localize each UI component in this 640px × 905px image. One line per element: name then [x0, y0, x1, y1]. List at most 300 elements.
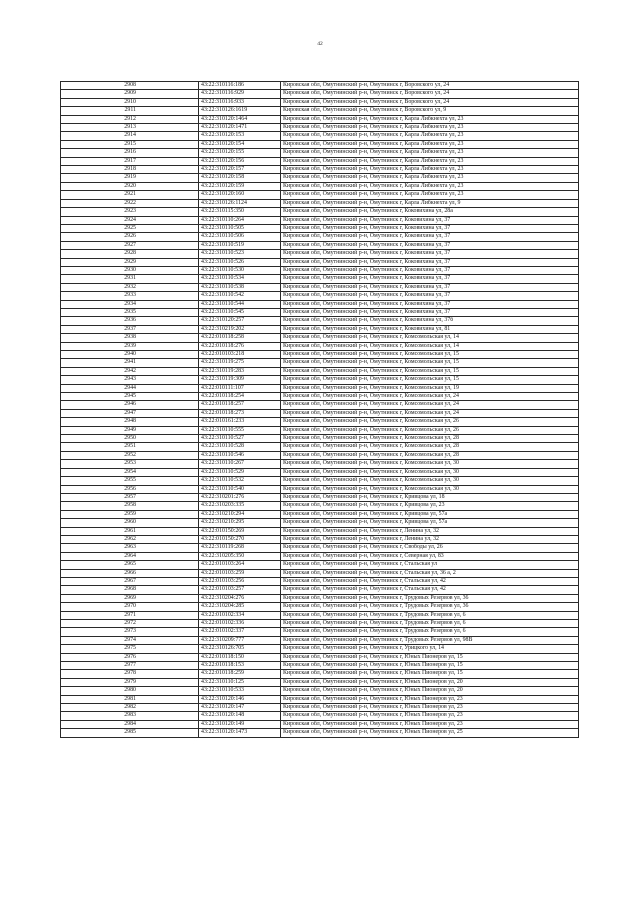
row-number-cell: 2964 [61, 552, 199, 560]
cadastral-number-cell: 43:22:010102:337 [199, 628, 281, 636]
row-number-cell: 2914 [61, 132, 199, 140]
address-cell: Кировская обл, Омутнинский р-н, Омутнинск г, Коковихина ул, 37 [281, 233, 579, 241]
row-number-cell: 2970 [61, 603, 199, 611]
address-cell: Кировская обл, Омутнинский р-н, Омутнинск г, Юных Пионеров ул, 15 [281, 653, 579, 661]
cadastral-number-cell: 43:22:310110:519 [199, 241, 281, 249]
address-cell: Кировская обл, Омутнинский р-н, Омутнинск г, Карла Либкнехта ул, 23 [281, 174, 579, 182]
row-number-cell: 2923 [61, 208, 199, 216]
address-cell: Кировская обл, Омутнинский р-н, Омутнинск г, Кривцова ул, 18 [281, 493, 579, 501]
address-cell: Кировская обл, Омутнинский р-н, Омутнинск г, Юных Пионеров ул, 20 [281, 678, 579, 686]
row-number-cell: 2945 [61, 393, 199, 401]
cadastral-number-cell: 43:22:310120:1471 [199, 124, 281, 132]
row-number-cell: 2939 [61, 342, 199, 350]
address-cell: Кировская обл, Омутнинский р-н, Омутнинск г, Комсомольская ул, 15 [281, 359, 579, 367]
row-number-cell: 2974 [61, 636, 199, 644]
cadastral-number-cell: 43:22:010103:264 [199, 561, 281, 569]
cadastral-number-cell: 43:22:010118:257 [199, 401, 281, 409]
row-number-cell: 2957 [61, 493, 199, 501]
cadastral-number-cell: 43:22:310110:534 [199, 275, 281, 283]
address-cell: Кировская обл, Омутнинский р-н, Омутнинск г, Воровского ул, 24 [281, 90, 579, 98]
cadastral-number-cell: 43:22:010118:259 [199, 670, 281, 678]
row-number-cell: 2967 [61, 577, 199, 585]
row-number-cell: 2960 [61, 519, 199, 527]
property-register-table [60, 81, 579, 738]
table-row [61, 704, 579, 712]
address-cell: Кировская обл, Омутнинский р-н, Омутнинск г, Карла Либкнехта ул, 9 [281, 199, 579, 207]
row-number-cell: 2980 [61, 687, 199, 695]
row-number-cell: 2925 [61, 224, 199, 232]
row-number-cell: 2966 [61, 569, 199, 577]
row-number-cell: 2981 [61, 695, 199, 703]
row-number-cell: 2965 [61, 561, 199, 569]
address-cell: Кировская обл, Омутнинский р-н, Омутнинск г, Коковихина ул, 37 [281, 300, 579, 308]
row-number-cell: 2930 [61, 266, 199, 274]
address-cell: Кировская обл, Омутнинский р-н, Омутнинск г, Коковихина ул, 37 [281, 250, 579, 258]
cadastral-number-cell: 43:22:310110:532 [199, 477, 281, 485]
address-cell: Кировская обл, Омутнинский р-н, Омутнинск г, Трудовых Резервов ул, 6 [281, 620, 579, 628]
table-row [61, 258, 579, 266]
address-cell: Кировская обл, Омутнинский р-н, Омутнинск г, Трудовых Резервов ул, 6 [281, 611, 579, 619]
row-number-cell: 2937 [61, 325, 199, 333]
cadastral-number-cell: 43:22:310119:268 [199, 544, 281, 552]
address-cell: Кировская обл, Омутнинский р-н, Омутнинск г, Стальская ул, 36 а, 2 [281, 569, 579, 577]
row-number-cell: 2950 [61, 435, 199, 443]
address-cell: Кировская обл, Омутнинский р-н, Омутнинск г, Карла Либкнехта ул, 23 [281, 157, 579, 165]
cadastral-number-cell: 43:22:310126:1619 [199, 107, 281, 115]
row-number-cell: 2984 [61, 720, 199, 728]
cadastral-number-cell: 43:22:310120:148 [199, 712, 281, 720]
row-number-cell: 2969 [61, 594, 199, 602]
row-number-cell: 2975 [61, 645, 199, 653]
address-cell: Кировская обл, Омутнинский р-н, Омутнинск г, Комсомольская ул, 28 [281, 435, 579, 443]
cadastral-number-cell: 43:22:310205:350 [199, 552, 281, 560]
page-number: 42 [317, 41, 323, 47]
row-number-cell: 2963 [61, 544, 199, 552]
address-cell: Кировская обл, Омутнинский р-н, Омутнинск г, Коковихина ул, 37б [281, 317, 579, 325]
cadastral-number-cell: 43:22:010118:254 [199, 393, 281, 401]
address-cell: Кировская обл, Омутнинский р-н, Омутнинск г, Комсомольская ул, 24 [281, 409, 579, 417]
cadastral-number-cell: 43:22:310110:264 [199, 216, 281, 224]
cadastral-number-cell: 43:22:310110:125 [199, 678, 281, 686]
table-row [61, 662, 579, 670]
cadastral-number-cell: 43:22:310110:526 [199, 258, 281, 266]
address-cell: Кировская обл, Омутнинский р-н, Омутнинск г, Урицкого ул, 14 [281, 645, 579, 653]
row-number-cell: 2946 [61, 401, 199, 409]
table-row [61, 720, 579, 728]
table-row [61, 115, 579, 123]
table-row [61, 687, 579, 695]
row-number-cell: 2921 [61, 191, 199, 199]
cadastral-number-cell: 43:22:310110:544 [199, 300, 281, 308]
address-cell: Кировская обл, Омутнинский р-н, Омутнинск г, Трудовых Резервов ул, 6 [281, 628, 579, 636]
table-row [61, 208, 579, 216]
address-cell: Кировская обл, Омутнинский р-н, Омутнинск г, Карла Либкнехта ул, 23 [281, 140, 579, 148]
cadastral-number-cell: 43:22:310119:283 [199, 367, 281, 375]
table-row [61, 594, 579, 602]
address-cell: Кировская обл, Омутнинский р-н, Омутнинск г, Коковихина ул, 37 [281, 241, 579, 249]
table-body [61, 82, 579, 738]
table-row [61, 149, 579, 157]
cadastral-number-cell: 43:22:010102:336 [199, 620, 281, 628]
cadastral-number-cell: 43:22:310204:285 [199, 603, 281, 611]
table-row [61, 611, 579, 619]
row-number-cell: 2941 [61, 359, 199, 367]
row-number-cell: 2978 [61, 670, 199, 678]
row-number-cell: 2918 [61, 166, 199, 174]
table-row [61, 216, 579, 224]
cadastral-number-cell: 43:22:310110:505 [199, 224, 281, 232]
cadastral-number-cell: 43:22:310110:555 [199, 426, 281, 434]
table-row [61, 468, 579, 476]
table-row [61, 325, 579, 333]
table-row [61, 250, 579, 258]
row-number-cell: 2928 [61, 250, 199, 258]
row-number-cell: 2932 [61, 283, 199, 291]
address-cell: Кировская обл, Омутнинский р-н, Омутнинск г, Комсомольская ул, 15 [281, 367, 579, 375]
cadastral-number-cell: 43:22:310120:1473 [199, 729, 281, 737]
address-cell: Кировская обл, Омутнинский р-н, Омутнинск г, Карла Либкнехта ул, 23 [281, 149, 579, 157]
table-row [61, 510, 579, 518]
row-number-cell: 2915 [61, 140, 199, 148]
cadastral-number-cell: 43:22:310210:294 [199, 510, 281, 518]
row-number-cell: 2938 [61, 334, 199, 342]
address-cell: Кировская обл, Омутнинский р-н, Омутнинск г, Комсомольская ул, 26 [281, 426, 579, 434]
address-cell: Кировская обл, Омутнинский р-н, Омутнинск г, Коковихина ул, 37 [281, 224, 579, 232]
table-row [61, 266, 579, 274]
row-number-cell: 2956 [61, 485, 199, 493]
row-number-cell: 2949 [61, 426, 199, 434]
table-row [61, 502, 579, 510]
cadastral-number-cell: 43:22:310119:275 [199, 359, 281, 367]
cadastral-number-cell: 43:22:310115:350 [199, 208, 281, 216]
table-row [61, 359, 579, 367]
table-row [61, 653, 579, 661]
cadastral-number-cell: 43:22:310110:542 [199, 292, 281, 300]
address-cell: Кировская обл, Омутнинский р-н, Омутнинск г, Воровского ул, 24 [281, 82, 579, 90]
cadastral-number-cell: 43:22:310120:155 [199, 149, 281, 157]
cadastral-number-cell: 43:22:310120:158 [199, 174, 281, 182]
row-number-cell: 2977 [61, 662, 199, 670]
row-number-cell: 2910 [61, 98, 199, 106]
address-cell: Кировская обл, Омутнинский р-н, Омутнинск г, Юных Пионеров ул, 15 [281, 662, 579, 670]
row-number-cell: 2912 [61, 115, 199, 123]
cadastral-number-cell: 43:22:310110:528 [199, 443, 281, 451]
cadastral-number-cell: 43:22:310120:159 [199, 182, 281, 190]
table-row [61, 519, 579, 527]
table-row [61, 124, 579, 132]
table-row [61, 577, 579, 585]
cadastral-number-cell: 43:22:010103:218 [199, 351, 281, 359]
row-number-cell: 2920 [61, 182, 199, 190]
table-row [61, 418, 579, 426]
table-row [61, 283, 579, 291]
row-number-cell: 2971 [61, 611, 199, 619]
row-number-cell: 2908 [61, 82, 199, 90]
row-number-cell: 2936 [61, 317, 199, 325]
address-cell: Кировская обл, Омутнинский р-н, Омутнинск г, Воровского ул, 24 [281, 98, 579, 106]
row-number-cell: 2924 [61, 216, 199, 224]
table-row [61, 695, 579, 703]
cadastral-number-cell: 43:22:010103:257 [199, 586, 281, 594]
row-number-cell: 2972 [61, 620, 199, 628]
address-cell: Кировская обл, Омутнинский р-н, Омутнинск г, Комсомольская ул, 15 [281, 351, 579, 359]
address-cell: Кировская обл, Омутнинский р-н, Омутнинск г, Кривцова ул, 57а [281, 510, 579, 518]
address-cell: Кировская обл, Омутнинский р-н, Омутнинск г, Свободы ул, 26 [281, 544, 579, 552]
table-row [61, 485, 579, 493]
cadastral-number-cell: 43:22:310119:309 [199, 376, 281, 384]
address-cell: Кировская обл, Омутнинский р-н, Омутнинск г, Коковихина ул, 37 [281, 258, 579, 266]
table-row [61, 561, 579, 569]
address-cell: Кировская обл, Омутнинский р-н, Омутнинск г, Коковихина ул, 28а [281, 208, 579, 216]
cadastral-number-cell: 43:22:310120:160 [199, 191, 281, 199]
address-cell: Кировская обл, Омутнинский р-н, Омутнинск г, Юных Пионеров ул, 20 [281, 687, 579, 695]
table-row [61, 460, 579, 468]
row-number-cell: 2955 [61, 477, 199, 485]
table-row [61, 603, 579, 611]
row-number-cell: 2954 [61, 468, 199, 476]
table-row [61, 645, 579, 653]
table-row [61, 409, 579, 417]
table-row [61, 477, 579, 485]
table-row [61, 317, 579, 325]
address-cell: Кировская обл, Омутнинский р-н, Омутнинск г, Юных Пионеров ул, 23 [281, 704, 579, 712]
table-row [61, 544, 579, 552]
cadastral-number-cell: 43:22:310110:529 [199, 468, 281, 476]
address-cell: Кировская обл, Омутнинский р-н, Омутнинск г, Воровского ул, 9 [281, 107, 579, 115]
table-row [61, 443, 579, 451]
cadastral-number-cell: 43:22:310116:186 [199, 82, 281, 90]
cadastral-number-cell: 43:22:010111:107 [199, 384, 281, 392]
row-number-cell: 2944 [61, 384, 199, 392]
cadastral-number-cell: 43:22:310210:295 [199, 519, 281, 527]
cadastral-number-cell: 43:22:010118:273 [199, 409, 281, 417]
table-row [61, 451, 579, 459]
table-row [61, 140, 579, 148]
row-number-cell: 2976 [61, 653, 199, 661]
cadastral-number-cell: 43:22:310110:527 [199, 435, 281, 443]
cadastral-number-cell: 43:22:310110:523 [199, 250, 281, 258]
table-row [61, 292, 579, 300]
address-cell: Кировская обл, Омутнинский р-н, Омутнинск г, Комсомольская ул, 14 [281, 334, 579, 342]
cadastral-number-cell: 43:22:010103:256 [199, 577, 281, 585]
row-number-cell: 2916 [61, 149, 199, 157]
row-number-cell: 2933 [61, 292, 199, 300]
row-number-cell: 2953 [61, 460, 199, 468]
address-cell: Кировская обл, Омутнинский р-н, Омутнинск г, Трудовых Резервов ул, 36 [281, 594, 579, 602]
row-number-cell: 2959 [61, 510, 199, 518]
cadastral-number-cell: 43:22:310120:257 [199, 317, 281, 325]
address-cell: Кировская обл, Омутнинский р-н, Омутнинск г, Комсомольская ул, 30 [281, 477, 579, 485]
address-cell: Кировская обл, Омутнинский р-н, Омутнинск г, Карла Либкнехта ул, 23 [281, 115, 579, 123]
address-cell: Кировская обл, Омутнинский р-н, Омутнинск г, Комсомольская ул, 19 [281, 384, 579, 392]
address-cell: Кировская обл, Омутнинский р-н, Омутнинск г, Коковихина ул, 37 [281, 292, 579, 300]
table-row [61, 393, 579, 401]
row-number-cell: 2947 [61, 409, 199, 417]
table-row [61, 527, 579, 535]
row-number-cell: 2962 [61, 535, 199, 543]
table-row [61, 620, 579, 628]
cadastral-number-cell: 43:22:310203:335 [199, 502, 281, 510]
table-row [61, 82, 579, 90]
cadastral-number-cell: 43:22:310120:1464 [199, 115, 281, 123]
cadastral-number-cell: 43:22:010118:153 [199, 662, 281, 670]
address-cell: Кировская обл, Омутнинский р-н, Омутнинск г, Карла Либкнехта ул, 23 [281, 191, 579, 199]
cadastral-number-cell: 43:22:310219:202 [199, 325, 281, 333]
address-cell: Кировская обл, Омутнинский р-н, Омутнинск г, Стальская ул [281, 561, 579, 569]
cadastral-number-cell: 43:22:010161:233 [199, 418, 281, 426]
cadastral-number-cell: 43:22:310126:705 [199, 645, 281, 653]
table-row [61, 90, 579, 98]
table-row [61, 275, 579, 283]
row-number-cell: 2979 [61, 678, 199, 686]
address-cell: Кировская обл, Омутнинский р-н, Омутнинск г, Карла Либкнехта ул, 23 [281, 166, 579, 174]
row-number-cell: 2927 [61, 241, 199, 249]
cadastral-number-cell: 43:22:310209:777 [199, 636, 281, 644]
table-row [61, 308, 579, 316]
address-cell: Кировская обл, Омутнинский р-н, Омутнинск г, Комсомольская ул, 24 [281, 393, 579, 401]
address-cell: Кировская обл, Омутнинский р-н, Омутнинск г, Юных Пионеров ул, 23 [281, 720, 579, 728]
address-cell: Кировская обл, Омутнинский р-н, Омутнинск г, Ленина ул, 32 [281, 535, 579, 543]
table-row [61, 384, 579, 392]
row-number-cell: 2943 [61, 376, 199, 384]
cadastral-number-cell: 43:22:010118:150 [199, 653, 281, 661]
cadastral-number-cell: 43:22:310110:545 [199, 308, 281, 316]
row-number-cell: 2922 [61, 199, 199, 207]
table-row [61, 174, 579, 182]
address-cell: Кировская обл, Омутнинский р-н, Омутнинск г, Ленина ул, 32 [281, 527, 579, 535]
row-number-cell: 2913 [61, 124, 199, 132]
table-row [61, 636, 579, 644]
row-number-cell: 2961 [61, 527, 199, 535]
table-row [61, 241, 579, 249]
table-row [61, 334, 579, 342]
cadastral-number-cell: 43:22:310110:506 [199, 233, 281, 241]
table-row [61, 182, 579, 190]
address-cell: Кировская обл, Омутнинский р-н, Омутнинск г, Коковихина ул, 37 [281, 275, 579, 283]
table-row [61, 351, 579, 359]
row-number-cell: 2951 [61, 443, 199, 451]
cadastral-number-cell: 43:22:310110:530 [199, 266, 281, 274]
address-cell: Кировская обл, Омутнинский р-н, Омутнинск г, Трудовых Резервов ул, 36 [281, 603, 579, 611]
table-row [61, 98, 579, 106]
address-cell: Кировская обл, Омутнинский р-н, Омутнинск г, Коковихина ул, 37 [281, 283, 579, 291]
cadastral-number-cell: 43:22:310110:538 [199, 283, 281, 291]
address-cell: Кировская обл, Омутнинский р-н, Омутнинск г, Карла Либкнехта ул, 23 [281, 124, 579, 132]
cadastral-number-cell: 43:22:010118:276 [199, 342, 281, 350]
table-row [61, 493, 579, 501]
cadastral-number-cell: 43:22:310120:147 [199, 704, 281, 712]
table-row [61, 670, 579, 678]
row-number-cell: 2909 [61, 90, 199, 98]
address-cell: Кировская обл, Омутнинский р-н, Омутнинск г, Коковихина ул, 81 [281, 325, 579, 333]
row-number-cell: 2968 [61, 586, 199, 594]
row-number-cell: 2985 [61, 729, 199, 737]
table-row [61, 132, 579, 140]
row-number-cell: 2958 [61, 502, 199, 510]
address-cell: Кировская обл, Омутнинский р-н, Омутнинск г, Юных Пионеров ул, 15 [281, 670, 579, 678]
table-row [61, 435, 579, 443]
address-cell: Кировская обл, Омутнинский р-н, Омутнинск г, Комсомольская ул, 28 [281, 443, 579, 451]
address-cell: Кировская обл, Омутнинский р-н, Омутнинск г, Комсомольская ул, 15 [281, 376, 579, 384]
cadastral-number-cell: 43:22:310110:267 [199, 460, 281, 468]
cadastral-number-cell: 43:22:310204:276 [199, 594, 281, 602]
row-number-cell: 2948 [61, 418, 199, 426]
cadastral-number-cell: 43:22:310120:154 [199, 140, 281, 148]
address-cell: Кировская обл, Омутнинский р-н, Омутнинск г, Комсомольская ул, 26 [281, 418, 579, 426]
address-cell: Кировская обл, Омутнинский р-н, Омутнинск г, Комсомольская ул, 30 [281, 485, 579, 493]
cadastral-number-cell: 43:22:010102:334 [199, 611, 281, 619]
table-row [61, 107, 579, 115]
table-row [61, 552, 579, 560]
cadastral-number-cell: 43:22:010150:270 [199, 535, 281, 543]
row-number-cell: 2942 [61, 367, 199, 375]
address-cell: Кировская обл, Омутнинский р-н, Омутнинск г, Комсомольская ул, 14 [281, 342, 579, 350]
address-cell: Кировская обл, Омутнинский р-н, Омутнинск г, Карла Либкнехта ул, 23 [281, 182, 579, 190]
cadastral-number-cell: 43:22:310120:157 [199, 166, 281, 174]
row-number-cell: 2929 [61, 258, 199, 266]
cadastral-number-cell: 43:22:310201:276 [199, 493, 281, 501]
table-row [61, 678, 579, 686]
address-cell: Кировская обл, Омутнинский р-н, Омутнинск г, Юных Пионеров ул, 23 [281, 712, 579, 720]
row-number-cell: 2931 [61, 275, 199, 283]
row-number-cell: 2919 [61, 174, 199, 182]
table-row [61, 367, 579, 375]
address-cell: Кировская обл, Омутнинский р-н, Омутнинск г, Трудовых Резервов ул, 98В [281, 636, 579, 644]
cadastral-number-cell: 43:22:310110:546 [199, 451, 281, 459]
cadastral-number-cell: 43:22:310110:540 [199, 485, 281, 493]
table-row [61, 712, 579, 720]
address-cell: Кировская обл, Омутнинский р-н, Омутнинск г, Комсомольская ул, 30 [281, 460, 579, 468]
table-row [61, 342, 579, 350]
cadastral-number-cell: 43:22:310120:156 [199, 157, 281, 165]
cadastral-number-cell: 43:22:310120:146 [199, 695, 281, 703]
table-row [61, 401, 579, 409]
cadastral-number-cell: 43:22:310120:153 [199, 132, 281, 140]
table-row [61, 586, 579, 594]
address-cell: Кировская обл, Омутнинский р-н, Омутнинск г, Комсомольская ул, 28 [281, 451, 579, 459]
address-cell: Кировская обл, Омутнинский р-н, Омутнинск г, Комсомольская ул, 30 [281, 468, 579, 476]
cadastral-number-cell: 43:22:310116:929 [199, 90, 281, 98]
table-row [61, 166, 579, 174]
table-row [61, 191, 579, 199]
address-cell: Кировская обл, Омутнинский р-н, Омутнинск г, Стальская ул, 42 [281, 586, 579, 594]
address-cell: Кировская обл, Омутнинский р-н, Омутнинск г, Стальская ул, 42 [281, 577, 579, 585]
row-number-cell: 2983 [61, 712, 199, 720]
address-cell: Кировская обл, Омутнинский р-н, Омутнинск г, Кривцова ул, 23 [281, 502, 579, 510]
cadastral-number-cell: 43:22:310116:933 [199, 98, 281, 106]
address-cell: Кировская обл, Омутнинский р-н, Омутнинск г, Комсомольская ул, 24 [281, 401, 579, 409]
address-cell: Кировская обл, Омутнинский р-н, Омутнинск г, Коковихина ул, 37 [281, 266, 579, 274]
table-row [61, 376, 579, 384]
table-row [61, 628, 579, 636]
address-cell: Кировская обл, Омутнинский р-н, Омутнинск г, Юных Пионеров ул, 25 [281, 729, 579, 737]
table-row [61, 300, 579, 308]
cadastral-number-cell: 43:22:010118:258 [199, 334, 281, 342]
row-number-cell: 2982 [61, 704, 199, 712]
cadastral-number-cell: 43:22:310120:149 [199, 720, 281, 728]
table-row [61, 535, 579, 543]
address-cell: Кировская обл, Омутнинский р-н, Омутнинск г, Коковихина ул, 37 [281, 308, 579, 316]
table-row [61, 157, 579, 165]
address-cell: Кировская обл, Омутнинский р-н, Омутнинск г, Юных Пионеров ул, 23 [281, 695, 579, 703]
cadastral-number-cell: 43:22:010103:259 [199, 569, 281, 577]
table-row [61, 199, 579, 207]
cadastral-number-cell: 43:22:310110:533 [199, 687, 281, 695]
table-row [61, 426, 579, 434]
address-cell: Кировская обл, Омутнинский р-н, Омутнинск г, Северная ул, 83 [281, 552, 579, 560]
row-number-cell: 2934 [61, 300, 199, 308]
table-row [61, 233, 579, 241]
